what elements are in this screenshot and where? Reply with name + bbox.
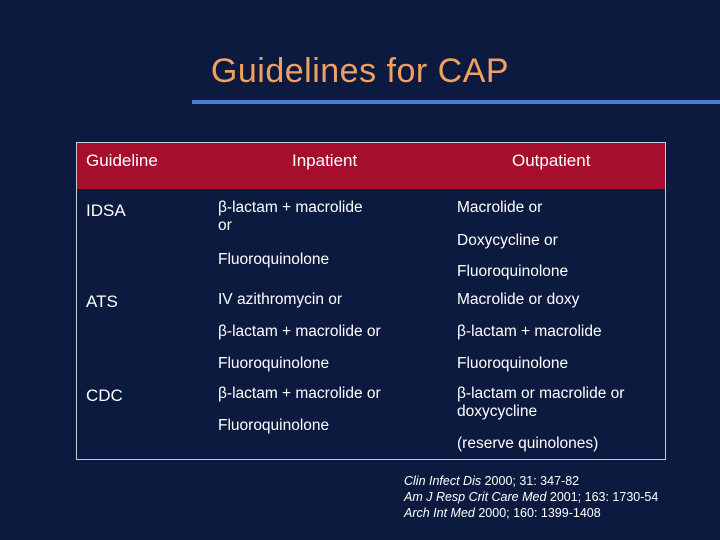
table-header-row <box>77 143 665 189</box>
row-ats-guideline: ATS <box>86 292 118 311</box>
row-idsa-outpatient-line: Fluoroquinolone <box>457 263 569 280</box>
title-underline <box>192 100 720 104</box>
row-cdc-inpatient-line: β-lactam + macrolide or <box>218 385 381 402</box>
row-cdc-outpatient-line: β-lactam or macrolide or <box>457 385 625 402</box>
row-ats-inpatient-line: Fluoroquinolone <box>218 355 330 372</box>
row-idsa-inpatient-line: or <box>218 217 232 234</box>
row-cdc-outpatient-line: doxycycline <box>457 403 538 420</box>
row-ats-outpatient-line: Macrolide or doxy <box>457 291 580 308</box>
header-outpatient: Outpatient <box>512 151 591 170</box>
row-idsa-outpatient-line: Doxycycline or <box>457 232 558 249</box>
guidelines-table <box>76 142 666 460</box>
citation: Clin Infect Dis 2000; 31: 347-82 <box>404 474 580 488</box>
row-ats-inpatient-line: β-lactam + macrolide or <box>218 323 381 340</box>
header-inpatient: Inpatient <box>292 151 358 170</box>
citation: Arch Int Med 2000; 160: 1399-1408 <box>404 506 601 520</box>
citation: Am J Resp Crit Care Med 2001; 163: 1730-54 <box>404 490 659 504</box>
row-idsa-inpatient-line: Fluoroquinolone <box>218 251 330 268</box>
row-ats-outpatient-line: Fluoroquinolone <box>457 355 569 372</box>
slide-title: Guidelines for CAP <box>210 52 510 90</box>
row-cdc-inpatient-line: Fluoroquinolone <box>218 417 330 434</box>
header-guideline: Guideline <box>86 151 158 170</box>
row-ats-inpatient-line: IV azithromycin or <box>218 291 343 308</box>
row-cdc-outpatient-line: (reserve quinolones) <box>457 435 599 452</box>
row-idsa-guideline: IDSA <box>86 201 126 220</box>
citations <box>404 473 658 521</box>
row-cdc-guideline: CDC <box>86 386 123 405</box>
row-idsa-outpatient-line: Macrolide or <box>457 199 543 216</box>
row-ats-outpatient-line: β-lactam + macrolide <box>457 323 602 340</box>
row-idsa-inpatient-line: β-lactam + macrolide <box>218 199 363 216</box>
